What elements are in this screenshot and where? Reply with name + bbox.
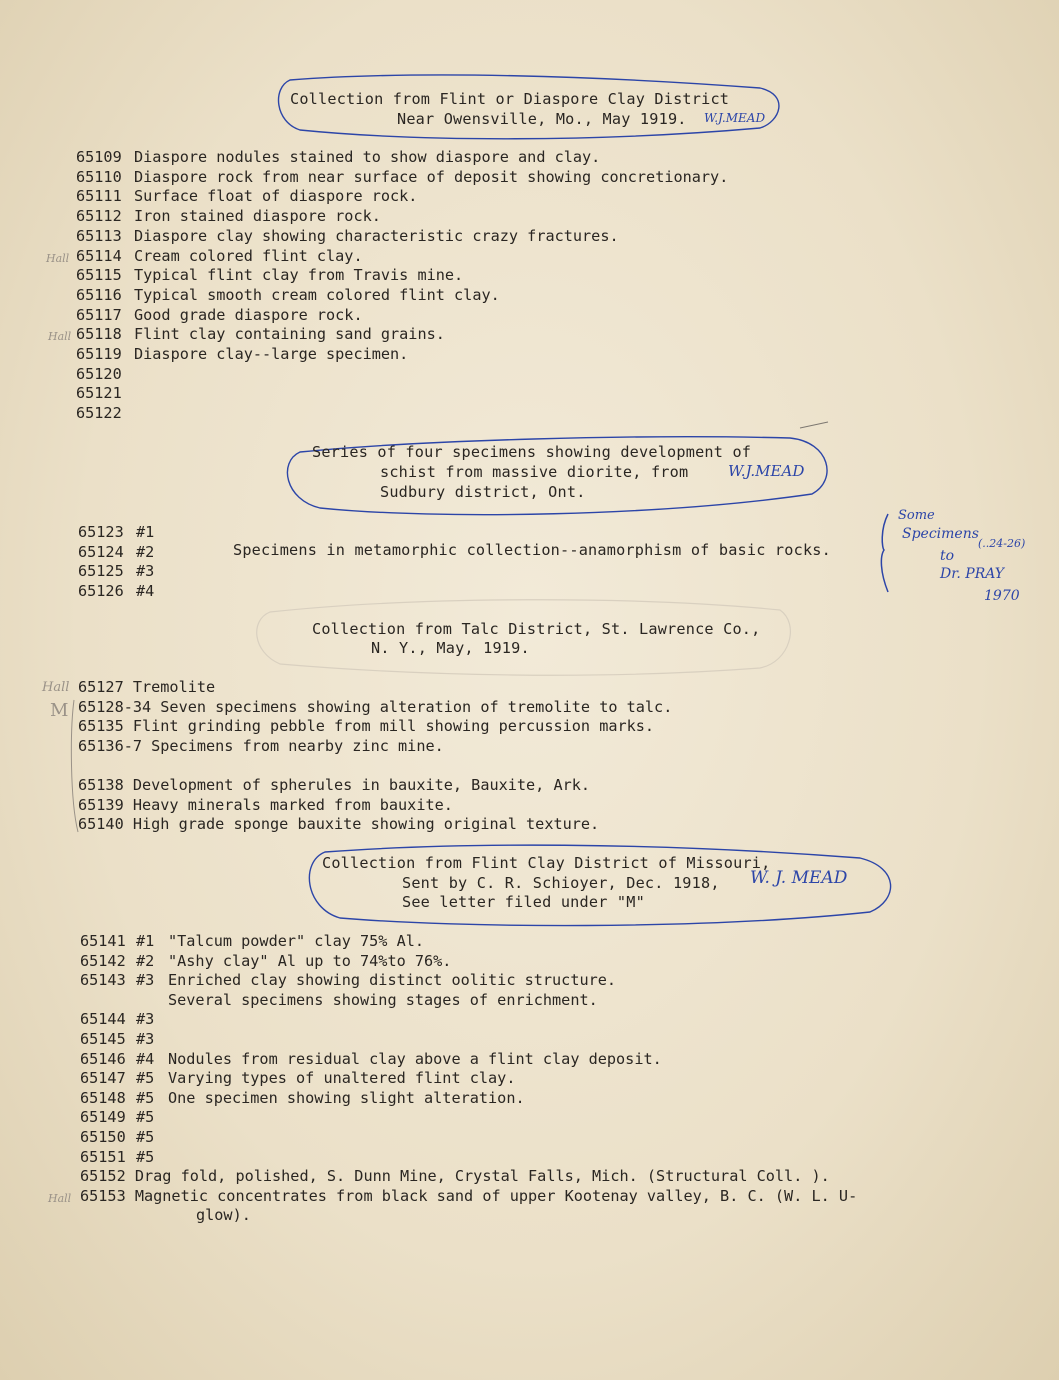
catalog-entry: 65127 Tremolite [78,678,216,696]
section1-heading-line2: Near Owensville, Mo., May 1919. [397,110,687,128]
specimen-description: Cream colored flint clay. [134,246,363,265]
specimen-description: Flint clay containing sand grains. [134,325,445,344]
specimen-description: Surface float of diaspore rock. [134,187,418,206]
specimen-tag: #4 [136,1049,155,1068]
specimen-tag: #3 [136,562,155,580]
specimen-description: Diaspore nodules stained to show diaspore and clay. [134,148,601,166]
specimen-description: Iron stained diaspore rock. [134,207,381,226]
specimen-description: Several specimens showing stages of enrichment. [168,990,598,1009]
catalog-number: 65145 [80,1030,126,1048]
pencil-mark-m: M [50,700,69,721]
catalog-number: 65123 [78,523,124,541]
brace-section3 [71,700,78,832]
catalog-number: 65146 [80,1049,126,1068]
specimen-tag: #5 [136,1108,155,1127]
catalog-number: 65115 [76,266,122,285]
catalog-number: 65144 [80,1010,126,1029]
catalog-number: 65126 [78,581,124,600]
specimen-tag: #5 [136,1147,155,1166]
catalog-entry: 65138 Development of spherules in bauxite, Bauxite, Ark. [78,776,591,794]
catalog-number: 65147 [80,1069,126,1088]
catalog-entry: 65153 Magnetic concentrates from black sand of upper Kootenay valley, B. C. (W. L. U- [80,1186,858,1205]
margin-note-line6: 1970 [984,588,1020,604]
specimen-description: Varying types of unaltered flint clay. [168,1069,516,1088]
pencil-mark-hall: Hall [42,680,70,695]
section4-heading-line3: See letter filed under "M" [402,893,645,911]
specimen-tag: #1 [136,932,155,950]
specimen-description: Diaspore rock from near surface of deposit showing concretionary. [134,167,729,186]
margin-brace-right [881,514,888,592]
section4-signature: W. J. MEAD [750,868,848,888]
specimen-tag: #3 [136,1030,155,1048]
margin-note-line2: Specimens [902,526,979,542]
section2-note: Specimens in metamorphic collection--anamorphism of basic rocks. [233,541,831,559]
catalog-entry: 65135 Flint grinding pebble from mill showing percussion marks. [78,717,655,735]
specimen-tag: #5 [136,1128,155,1146]
specimen-description: Typical smooth cream colored flint clay. [134,285,500,304]
catalog-number: 65143 [80,971,126,990]
section1-heading-line1: Collection from Flint or Diaspore Clay District [290,90,730,108]
margin-note-line5: Dr. PRAY [940,566,1005,582]
catalog-entry: 65139 Heavy minerals marked from bauxite. [78,795,453,814]
specimen-tag: #3 [136,1010,155,1029]
section4-heading-line1: Collection from Flint Clay District of Missouri, [322,854,771,872]
specimen-tag: #3 [136,971,155,990]
specimen-description: Typical flint clay from Travis mine. [134,266,464,285]
catalog-number: 65118 [76,325,122,344]
specimen-description: One specimen showing slight alteration. [168,1088,525,1107]
section3-heading-line2: N. Y., May, 1919. [371,639,530,657]
tick-section2 [800,422,828,428]
specimen-tag: #4 [136,581,155,600]
catalog-number: 65113 [76,226,122,245]
specimen-tag: #5 [136,1088,155,1107]
catalog-number: 65148 [80,1088,126,1107]
catalog-number: 65109 [76,148,122,166]
section4-heading-line2: Sent by C. R. Schioyer, Dec. 1918, [402,874,720,892]
margin-note-line1: Some [898,508,935,523]
specimen-description: Enriched clay showing distinct oolitic structure. [168,971,617,990]
section2-heading-line2: schist from massive diorite, from [380,463,689,481]
specimen-description: "Ashy clay" Al up to 74%to 76%. [168,951,452,970]
pencil-mark-hall: Hall [46,252,70,265]
section2-heading-line3: Sudbury district, Ont. [380,483,586,501]
catalog-number: 65122 [76,404,122,423]
margin-note-line3: (..24-26) [978,537,1026,550]
specimen-tag: #5 [136,1069,155,1088]
specimen-description: Diaspore clay showing characteristic crazy fractures. [134,226,619,245]
catalog-number: 65142 [80,951,126,970]
catalog-number: 65110 [76,167,122,186]
catalog-entry: 65152 Drag fold, polished, S. Dunn Mine, Crystal Falls, Mich. (Structural Coll. ). [80,1167,830,1185]
catalog-number: 65112 [76,207,122,226]
catalog-number: 65111 [76,187,122,206]
section2-signature: W.J.MEAD [728,462,805,480]
catalog-number: 65151 [80,1147,126,1166]
catalog-number: 65121 [76,384,122,403]
specimen-tag: #2 [136,542,155,561]
pencil-mark-hall: Hall [48,1192,72,1205]
margin-note-line4: to [940,548,955,564]
section3-heading-line1: Collection from Talc District, St. Lawrence Co., [312,620,761,638]
section2-heading-line1: Series of four specimens showing development of [312,443,752,461]
catalog-number: 65119 [76,345,122,363]
catalog-number: 65117 [76,305,122,324]
catalog-number: 65114 [76,246,122,265]
specimen-tag: #2 [136,951,155,970]
catalog-entry: glow). [196,1206,251,1225]
catalog-number: 65124 [78,542,124,561]
pencil-mark-hall: Hall [48,330,72,343]
catalog-number: 65150 [80,1128,126,1146]
catalog-number: 65116 [76,285,122,304]
catalog-entry: 65128-34 Seven specimens showing alteration of tremolite to talc. [78,697,673,716]
specimen-tag: #1 [136,523,155,541]
catalog-entry: 65140 High grade sponge bauxite showing original texture. [78,815,600,834]
catalog-number: 65149 [80,1108,126,1127]
catalog-number: 65125 [78,562,124,580]
catalog-number: 65120 [76,364,122,383]
specimen-description: Diaspore clay--large specimen. [134,345,409,363]
specimen-description: Nodules from residual clay above a flint clay deposit. [168,1049,662,1068]
catalog-number: 65141 [80,932,126,950]
specimen-description: Good grade diaspore rock. [134,305,363,324]
specimen-description: "Talcum powder" clay 75% Al. [168,932,425,950]
catalog-entry: 65136-7 Specimens from nearby zinc mine. [78,736,444,755]
section1-signature: W.J.MEAD [704,111,766,125]
